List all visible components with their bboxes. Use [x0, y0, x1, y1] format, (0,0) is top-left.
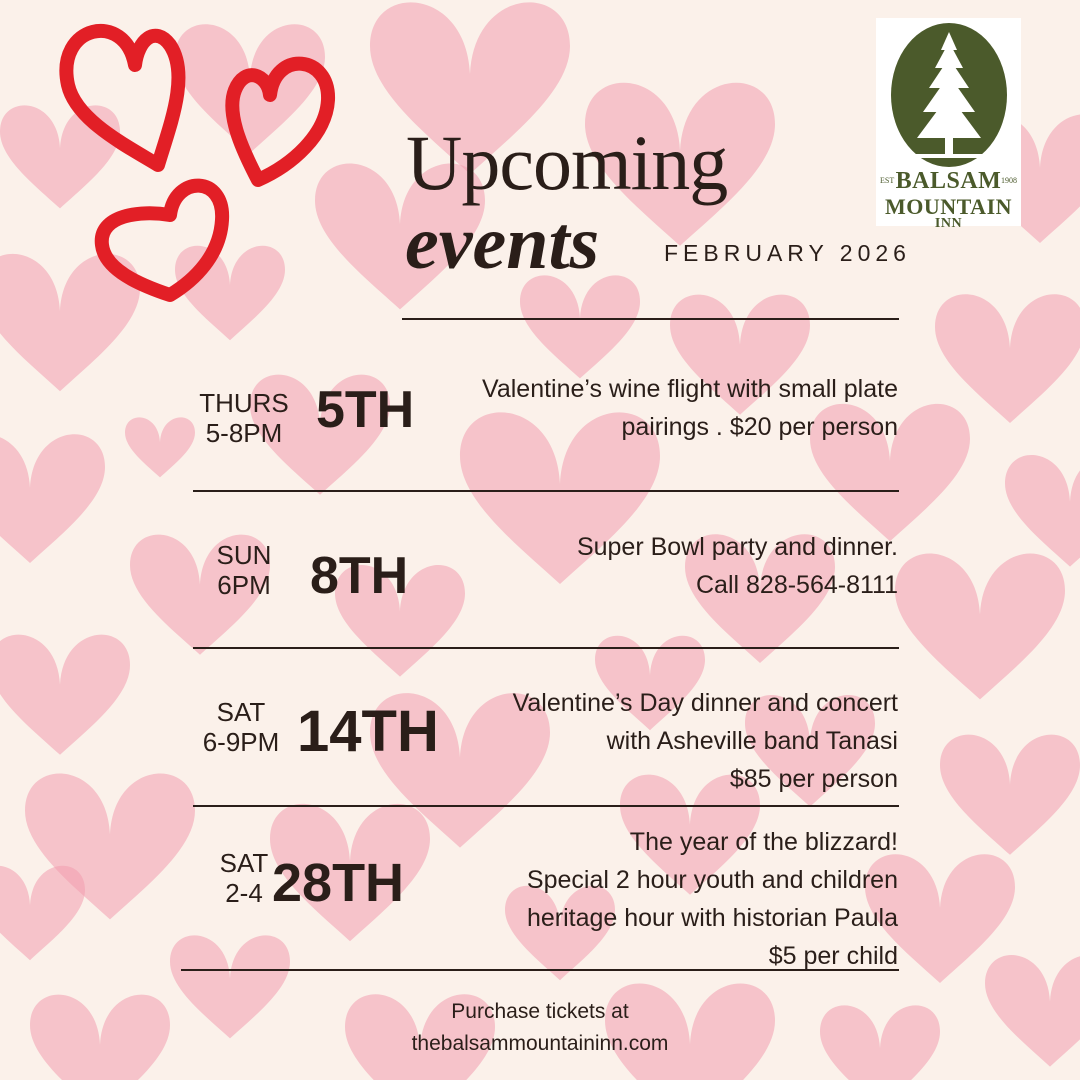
event-time: 6PM	[217, 570, 271, 600]
logo-year-label: 1908	[1001, 176, 1017, 185]
event-day-time	[212, 848, 276, 908]
event-line: The year of the blizzard!	[629, 828, 898, 856]
event-day: SAT	[216, 697, 266, 727]
event-line: $85 per person	[729, 765, 898, 793]
header-divider	[402, 318, 899, 320]
event-time: 6-9PM	[202, 727, 280, 757]
event-divider	[193, 490, 899, 492]
logo-line-1: BALSAM	[895, 168, 1002, 194]
event-divider	[193, 805, 899, 807]
event-day: SUN	[216, 540, 272, 570]
event-day-time	[196, 388, 292, 448]
event-date: 8TH	[310, 547, 409, 605]
event-line: Valentine’s Day dinner and concert	[512, 689, 898, 717]
logo-line-2: MOUNTAIN	[884, 194, 1013, 219]
title-upcoming: Upcoming	[406, 119, 728, 206]
event-description	[527, 823, 898, 975]
event-line: with Asheville band Tanasi	[606, 727, 898, 755]
event-day: THURS	[199, 388, 289, 418]
red-hearts-icon	[30, 5, 360, 325]
title-events: events	[405, 201, 600, 285]
balsam-mountain-inn-logo	[876, 18, 1021, 231]
logo-est-label: EST	[880, 176, 895, 185]
event-line: pairings . $20 per person	[621, 413, 898, 441]
event-time: 5-8PM	[205, 418, 283, 448]
event-description	[482, 370, 898, 446]
event-line: $5 per child	[768, 942, 898, 970]
event-day: SAT	[219, 848, 269, 878]
website-link[interactable]: thebalsammountaininn.com	[411, 1032, 669, 1055]
tree-logo-icon	[889, 20, 1009, 170]
event-date: 14TH	[297, 699, 439, 764]
event-description	[577, 528, 898, 604]
event-line: heritage hour with historian Paula	[526, 904, 898, 932]
event-day-time	[206, 540, 282, 600]
logo-line-3: INN	[934, 216, 963, 231]
event-day-time	[196, 697, 286, 757]
event-divider	[193, 647, 899, 649]
month-label: FEBRUARY 2026	[664, 240, 911, 266]
event-date: 28TH	[272, 853, 405, 913]
footer-line-1: Purchase tickets at	[451, 1000, 629, 1023]
event-time: 2-4	[225, 878, 263, 908]
event-description	[513, 684, 898, 798]
event-line: Valentine’s wine flight with small plate	[482, 375, 898, 403]
event-line: Call 828-564-8111	[696, 571, 898, 599]
event-line: Super Bowl party and dinner.	[576, 533, 898, 561]
event-line: Special 2 hour youth and children	[526, 866, 898, 894]
footer	[340, 996, 740, 1060]
event-date: 5TH	[316, 381, 415, 439]
